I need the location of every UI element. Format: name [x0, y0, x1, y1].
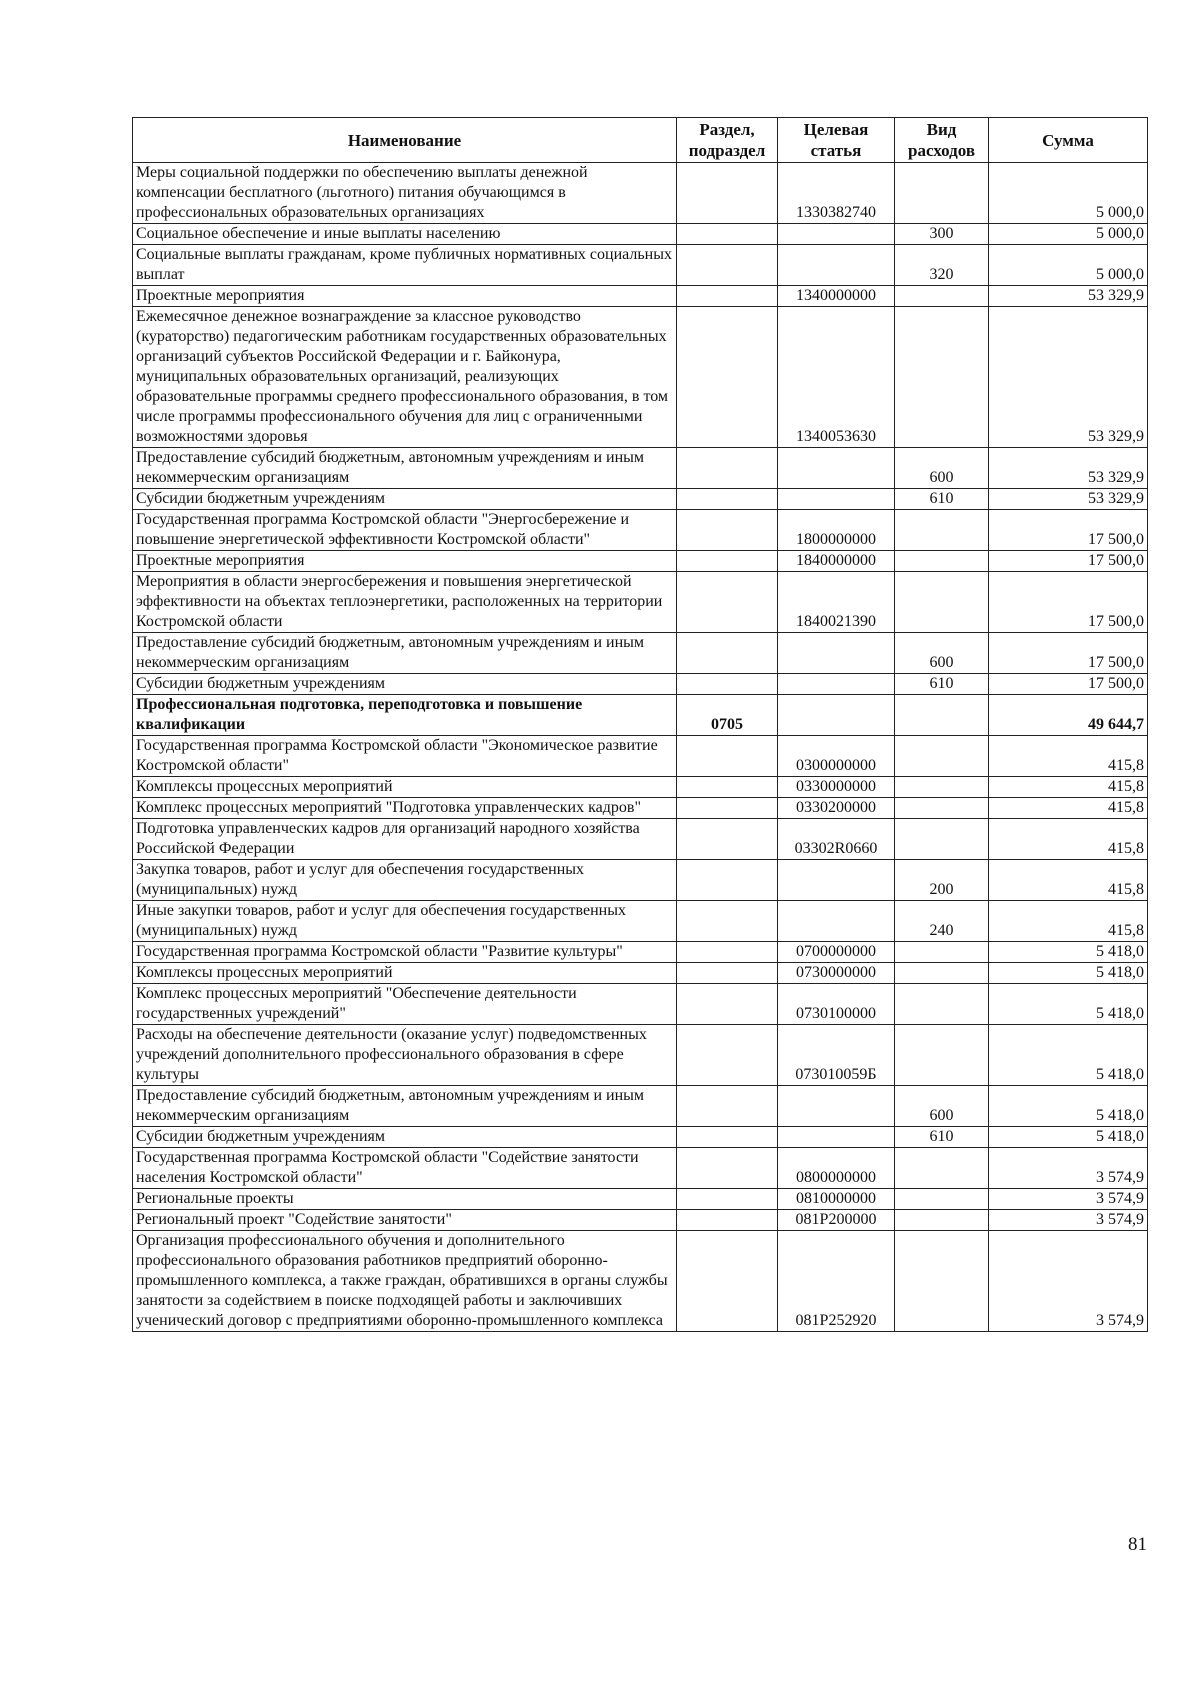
cell-target [778, 245, 895, 286]
cell-name: Комплекс процессных мероприятий "Подготовка управленческих кадров" [133, 798, 677, 819]
table-row [133, 1148, 1148, 1189]
cell-sum: 3 574,9 [989, 1231, 1148, 1332]
header-name: Наименование [133, 118, 677, 163]
cell-sum: 17 500,0 [989, 572, 1148, 633]
cell-name: Государственная программа Костромской области "Содействие занятости населения Костромской области" [133, 1148, 677, 1189]
cell-sum: 3 574,9 [989, 1148, 1148, 1189]
cell-name: Профессиональная подготовка, переподготовка и повышение квалификации [133, 695, 677, 736]
cell-name: Иные закупки товаров, работ и услуг для обеспечения государственных (муниципальных) нужд [133, 901, 677, 942]
cell-name: Государственная программа Костромской области "Развитие культуры" [133, 942, 677, 963]
cell-name: Предоставление субсидий бюджетным, автономным учреждениям и иным некоммерческим организациям [133, 1086, 677, 1127]
cell-name: Предоставление субсидий бюджетным, автономным учреждениям и иным некоммерческим организациям [133, 633, 677, 674]
table-row [133, 674, 1148, 695]
cell-sum: 5 418,0 [989, 1127, 1148, 1148]
cell-target: 0810000000 [778, 1189, 895, 1210]
table-row [133, 489, 1148, 510]
page-number: 81 [1128, 1534, 1147, 1555]
cell-sum: 53 329,9 [989, 489, 1148, 510]
table-row [133, 286, 1148, 307]
cell-expense: 610 [895, 1127, 989, 1148]
cell-section [677, 286, 778, 307]
cell-expense [895, 1231, 989, 1332]
cell-section [677, 901, 778, 942]
cell-section [677, 163, 778, 224]
cell-target [778, 860, 895, 901]
cell-target [778, 224, 895, 245]
cell-section [677, 510, 778, 551]
cell-target: 0330200000 [778, 798, 895, 819]
table-row [133, 1086, 1148, 1127]
table-row [133, 448, 1148, 489]
cell-target: 1800000000 [778, 510, 895, 551]
cell-expense [895, 1189, 989, 1210]
table-row [133, 551, 1148, 572]
cell-target: 03302R0660 [778, 819, 895, 860]
header-target: Целевая статья [778, 118, 895, 163]
cell-section [677, 963, 778, 984]
cell-expense: 600 [895, 1086, 989, 1127]
header-sum: Сумма [989, 118, 1148, 163]
cell-expense [895, 286, 989, 307]
header-section: Раздел, подраздел [677, 118, 778, 163]
table-row [133, 819, 1148, 860]
table-row [133, 798, 1148, 819]
table-row [133, 572, 1148, 633]
cell-name: Социальные выплаты гражданам, кроме публичных нормативных социальных выплат [133, 245, 677, 286]
cell-expense: 610 [895, 674, 989, 695]
cell-target: 1840021390 [778, 572, 895, 633]
cell-target [778, 448, 895, 489]
cell-target: 1840000000 [778, 551, 895, 572]
cell-sum: 415,8 [989, 777, 1148, 798]
cell-section [677, 1025, 778, 1086]
table-body [133, 163, 1148, 1332]
cell-expense [895, 819, 989, 860]
cell-section [677, 819, 778, 860]
cell-section [677, 551, 778, 572]
cell-section [677, 798, 778, 819]
cell-expense [895, 963, 989, 984]
cell-target: 0730100000 [778, 984, 895, 1025]
table-row [133, 633, 1148, 674]
cell-name: Региональный проект "Содействие занятости" [133, 1210, 677, 1231]
table-row [133, 942, 1148, 963]
cell-expense [895, 572, 989, 633]
table-row [133, 695, 1148, 736]
cell-target: 1330382740 [778, 163, 895, 224]
cell-section [677, 633, 778, 674]
cell-expense: 300 [895, 224, 989, 245]
cell-name: Комплексы процессных мероприятий [133, 963, 677, 984]
table-row [133, 1210, 1148, 1231]
cell-target: 073010059Б [778, 1025, 895, 1086]
cell-sum: 5 418,0 [989, 1086, 1148, 1127]
cell-target: 1340053630 [778, 307, 895, 448]
cell-section [677, 674, 778, 695]
cell-section [677, 224, 778, 245]
cell-target: 0330000000 [778, 777, 895, 798]
cell-name: Мероприятия в области энергосбережения и повышения энергетической эффективности на объектах теплоэнергетики, расположенных на территории Костромской области [133, 572, 677, 633]
cell-name: Проектные мероприятия [133, 286, 677, 307]
cell-name: Государственная программа Костромской области "Энергосбережение и повышение энергетической эффективности Костромской области" [133, 510, 677, 551]
cell-sum: 415,8 [989, 860, 1148, 901]
cell-sum: 3 574,9 [989, 1210, 1148, 1231]
table-row [133, 901, 1148, 942]
cell-sum: 17 500,0 [989, 551, 1148, 572]
cell-expense [895, 307, 989, 448]
cell-section [677, 736, 778, 777]
cell-expense [895, 798, 989, 819]
cell-expense [895, 163, 989, 224]
cell-expense: 240 [895, 901, 989, 942]
cell-sum: 53 329,9 [989, 307, 1148, 448]
cell-expense [895, 551, 989, 572]
cell-sum: 53 329,9 [989, 286, 1148, 307]
cell-target: 0700000000 [778, 942, 895, 963]
table-header-row [133, 118, 1148, 163]
cell-target [778, 1086, 895, 1127]
table-row [133, 984, 1148, 1025]
cell-expense: 320 [895, 245, 989, 286]
cell-name: Социальное обеспечение и иные выплаты населению [133, 224, 677, 245]
cell-section [677, 307, 778, 448]
cell-sum: 5 000,0 [989, 245, 1148, 286]
cell-expense [895, 1210, 989, 1231]
cell-section [677, 1148, 778, 1189]
header-expense: Вид расходов [895, 118, 989, 163]
cell-sum: 415,8 [989, 819, 1148, 860]
cell-expense [895, 510, 989, 551]
cell-expense [895, 1148, 989, 1189]
cell-sum: 3 574,9 [989, 1189, 1148, 1210]
cell-section [677, 1189, 778, 1210]
cell-section [677, 245, 778, 286]
cell-expense [895, 1025, 989, 1086]
cell-sum: 415,8 [989, 901, 1148, 942]
cell-name: Государственная программа Костромской области "Экономическое развитие Костромской области" [133, 736, 677, 777]
cell-target [778, 901, 895, 942]
cell-name: Предоставление субсидий бюджетным, автономным учреждениям и иным некоммерческим организациям [133, 448, 677, 489]
cell-target: 0730000000 [778, 963, 895, 984]
cell-sum: 5 418,0 [989, 942, 1148, 963]
table-row [133, 163, 1148, 224]
cell-name: Субсидии бюджетным учреждениям [133, 674, 677, 695]
cell-name: Субсидии бюджетным учреждениям [133, 489, 677, 510]
table-row [133, 736, 1148, 777]
cell-expense: 600 [895, 448, 989, 489]
cell-section [677, 942, 778, 963]
cell-section [677, 777, 778, 798]
cell-target: 0300000000 [778, 736, 895, 777]
cell-name: Проектные мероприятия [133, 551, 677, 572]
cell-name: Комплекс процессных мероприятий "Обеспечение деятельности государственных учреждений" [133, 984, 677, 1025]
cell-name: Комплексы процессных мероприятий [133, 777, 677, 798]
cell-sum: 5 418,0 [989, 963, 1148, 984]
cell-expense [895, 942, 989, 963]
cell-expense [895, 777, 989, 798]
cell-expense [895, 736, 989, 777]
cell-name: Расходы на обеспечение деятельности (оказание услуг) подведомственных учреждений дополнительного профессионального образования в сфере культуры [133, 1025, 677, 1086]
cell-target: 1340000000 [778, 286, 895, 307]
budget-table [132, 117, 1148, 1332]
table-row [133, 860, 1148, 901]
cell-section [677, 572, 778, 633]
cell-sum: 5 418,0 [989, 1025, 1148, 1086]
cell-name: Ежемесячное денежное вознаграждение за классное руководство (кураторство) педагогическим работникам государственных образовательных организаций субъектов Российской Федерации и г. Байконура, муниципальных образовательных организаций, реализующих образовательные программы среднего профессионального образования, в том числе программы профессионального обучения для лиц с ограниченными возможностями здоровья [133, 307, 677, 448]
cell-target [778, 674, 895, 695]
cell-section: 0705 [677, 695, 778, 736]
table-row [133, 963, 1148, 984]
cell-name: Подготовка управленческих кадров для организаций народного хозяйства Российской Федерации [133, 819, 677, 860]
cell-target [778, 695, 895, 736]
cell-name: Организация профессионального обучения и дополнительного профессионального образования работников предприятий оборонно-промышленного комплекса, а также граждан, обратившихся в органы службы занятости за содействием в поиске подходящей работы и заключивших ученический договор с предприятиями оборонно-промышленного комплекса [133, 1231, 677, 1332]
cell-expense [895, 984, 989, 1025]
cell-target [778, 489, 895, 510]
cell-expense: 200 [895, 860, 989, 901]
cell-expense [895, 695, 989, 736]
cell-target [778, 633, 895, 674]
cell-sum: 53 329,9 [989, 448, 1148, 489]
cell-section [677, 1210, 778, 1231]
cell-sum: 415,8 [989, 798, 1148, 819]
cell-section [677, 1231, 778, 1332]
cell-expense: 610 [895, 489, 989, 510]
cell-section [677, 448, 778, 489]
table-row [133, 777, 1148, 798]
table-row [133, 224, 1148, 245]
cell-sum: 49 644,7 [989, 695, 1148, 736]
cell-sum: 5 000,0 [989, 224, 1148, 245]
cell-sum: 415,8 [989, 736, 1148, 777]
cell-name: Закупка товаров, работ и услуг для обеспечения государственных (муниципальных) нужд [133, 860, 677, 901]
table-row [133, 1127, 1148, 1148]
cell-target [778, 1127, 895, 1148]
cell-section [677, 860, 778, 901]
cell-section [677, 1086, 778, 1127]
table-row [133, 510, 1148, 551]
cell-target: 081P252920 [778, 1231, 895, 1332]
cell-expense: 600 [895, 633, 989, 674]
cell-sum: 5 418,0 [989, 984, 1148, 1025]
cell-name: Региональные проекты [133, 1189, 677, 1210]
budget-table-container [132, 117, 1147, 1332]
cell-sum: 17 500,0 [989, 510, 1148, 551]
cell-sum: 5 000,0 [989, 163, 1148, 224]
cell-sum: 17 500,0 [989, 633, 1148, 674]
cell-target: 0800000000 [778, 1148, 895, 1189]
cell-sum: 17 500,0 [989, 674, 1148, 695]
cell-target: 081P200000 [778, 1210, 895, 1231]
table-row [133, 245, 1148, 286]
cell-section [677, 984, 778, 1025]
table-row [133, 307, 1148, 448]
cell-name: Меры социальной поддержки по обеспечению выплаты денежной компенсации бесплатного (льготного) питания обучающимся в профессиональных образовательных организациях [133, 163, 677, 224]
cell-section [677, 1127, 778, 1148]
table-row [133, 1189, 1148, 1210]
table-row [133, 1231, 1148, 1332]
cell-name: Субсидии бюджетным учреждениям [133, 1127, 677, 1148]
cell-section [677, 489, 778, 510]
table-row [133, 1025, 1148, 1086]
